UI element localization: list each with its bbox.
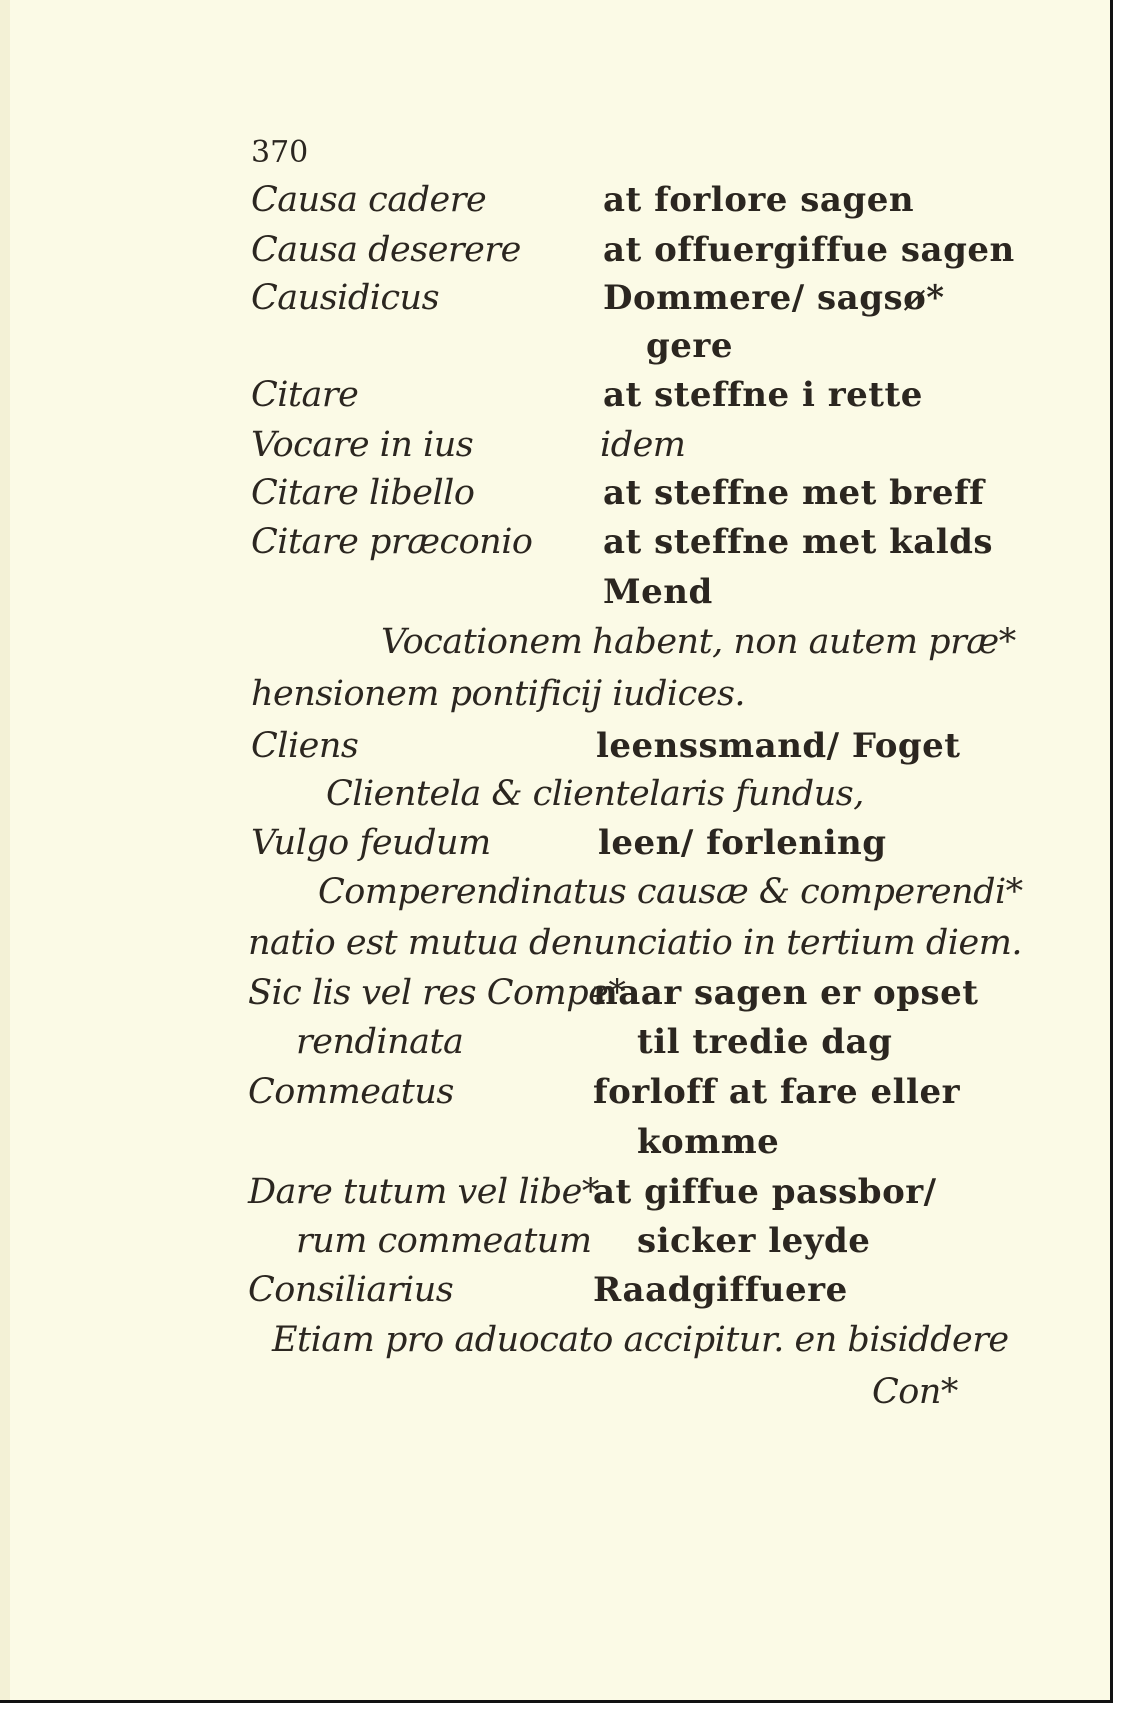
danish-gloss: Raadgiffuere — [593, 1270, 848, 1310]
note-text: habent, non autem præ* — [592, 622, 1016, 662]
note-text: Vocationem — [381, 622, 583, 662]
latin-term: Dare tutum vel libe* — [248, 1172, 599, 1212]
danish-gloss-continued: til tredie dag — [637, 1022, 893, 1062]
catchword: Con* — [872, 1372, 958, 1412]
latin-term: Vocare in ius — [251, 425, 474, 465]
danish-gloss: at offuergiffue sagen — [603, 230, 1015, 270]
danish-gloss: leen/ forlening — [598, 823, 887, 863]
danish-gloss-continued: Mend — [603, 572, 713, 612]
danish-gloss: at steffne met breff — [603, 473, 985, 513]
note-text: Etiam pro aduocato accipitur. en bisiddere — [272, 1320, 1009, 1360]
note-text: natio est mutua denunciatio in tertium diem. — [248, 923, 1023, 963]
latin-term: Consiliarius — [248, 1270, 454, 1310]
latin-term: Causa cadere — [251, 180, 487, 220]
latin-term-continued: rum commeatum — [296, 1221, 592, 1261]
note-text: hensionem pontificij iudices. — [251, 674, 746, 714]
danish-gloss: naar sagen er opset — [593, 973, 979, 1013]
latin-term: Commeatus — [248, 1072, 454, 1112]
danish-gloss: idem — [600, 425, 686, 465]
latin-term: Causidicus — [251, 278, 440, 318]
latin-term-continued: rendinata — [296, 1022, 464, 1062]
latin-term: Citare præconio — [251, 522, 533, 562]
danish-gloss: at giffue passbor/ — [593, 1172, 937, 1212]
page-number: 370 — [251, 135, 309, 170]
latin-term: Citare — [251, 375, 359, 415]
danish-gloss: Dommere/ sagsø* — [603, 278, 945, 318]
danish-gloss: forloff at fare eller — [593, 1072, 961, 1112]
danish-gloss: leenssmand/ Foget — [596, 726, 961, 766]
note-text: Comperendinatus causæ & comperendi* — [318, 872, 1023, 912]
danish-gloss-continued: komme — [637, 1122, 780, 1162]
danish-gloss: at forlore sagen — [603, 180, 915, 220]
latin-term: Causa deserere — [251, 230, 521, 270]
danish-gloss: at steffne met kalds — [603, 522, 994, 562]
danish-gloss: at steffne i rette — [603, 375, 923, 415]
latin-term: Citare libello — [251, 473, 475, 513]
note-text: Clientela & clientelaris fundus, — [326, 774, 864, 814]
latin-term: Sic lis vel res Compe* — [248, 973, 626, 1013]
danish-gloss-continued: sicker leyde — [637, 1221, 871, 1261]
danish-gloss-continued: gere — [646, 326, 733, 366]
latin-term: Vulgo feudum — [251, 823, 491, 863]
latin-term: Cliens — [251, 726, 359, 766]
